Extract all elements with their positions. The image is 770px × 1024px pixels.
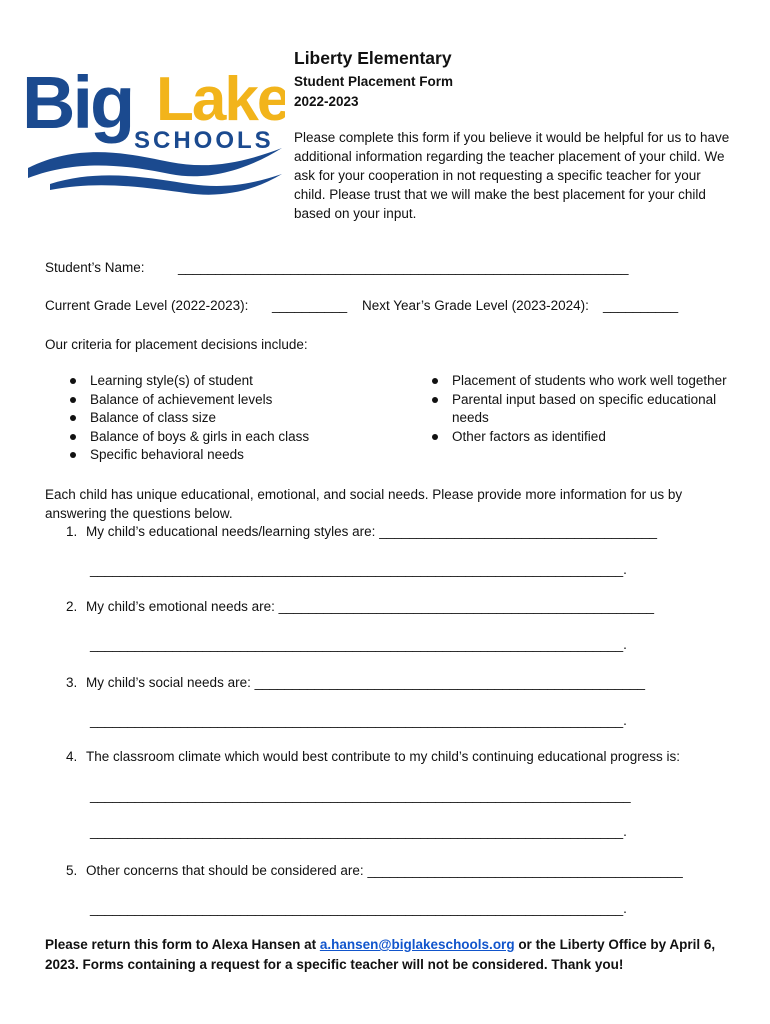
return-instructions: [45, 935, 735, 975]
logo-word-schools: SCHOOLS: [134, 127, 274, 154]
question-number: 1.: [66, 524, 78, 539]
criteria-item: Specific behavioral needs: [66, 446, 386, 465]
form-title: Student Placement Form: [294, 74, 454, 89]
criteria-item: Other factors as identified: [428, 428, 738, 447]
criteria-list-right: [428, 372, 738, 446]
criteria-item: Balance of boys & girls in each class: [66, 428, 386, 447]
criteria-item: Balance of class size: [66, 409, 386, 428]
question-text: My child’s social needs are:: [86, 675, 251, 690]
logo-word-big: Big: [22, 61, 133, 144]
question-text: My child’s educational needs/learning styles are:: [86, 524, 376, 539]
answer-line[interactable]: _______________________________________________________________________.: [90, 824, 627, 839]
contact-email-link[interactable]: a.hansen@biglakeschools.org: [319, 937, 515, 952]
criteria-item: Parental input based on specific educational needs: [428, 391, 738, 428]
criteria-item: Placement of students who work well together: [428, 372, 738, 391]
question-5: [66, 863, 683, 878]
answer-line[interactable]: ________________________________________________________________________: [90, 788, 631, 803]
next-grade-label: Next Year’s Grade Level (2023-2024):: [362, 298, 589, 313]
school-title: Liberty Elementary: [294, 48, 452, 68]
logo-graphic: [20, 50, 285, 200]
question-number: 3.: [66, 675, 78, 690]
questions-intro: Each child has unique educational, emotional, and social needs. Please provide more information for us by answering the questions below.: [45, 487, 683, 521]
student-name-field[interactable]: ____________________________________________________________: [178, 260, 629, 275]
answer-line[interactable]: _____________________________________: [379, 524, 657, 539]
answer-line[interactable]: __________________________________________: [367, 863, 683, 878]
logo-word-lake: Lake: [156, 65, 285, 134]
answer-line[interactable]: _______________________________________________________________________.: [90, 713, 627, 728]
answer-line[interactable]: __________________________________________________: [278, 599, 655, 614]
answer-line[interactable]: _______________________________________________________________________.: [90, 901, 627, 916]
question-3: [66, 675, 645, 690]
criteria-item: Learning style(s) of student: [66, 372, 386, 391]
logo-wave-bottom: [50, 174, 282, 195]
footer-text-after: or the Liberty Office by April 6, 2023. Forms containing a request for a specific teacher will not be considered. Thank you!: [45, 937, 716, 972]
question-number: 4.: [66, 749, 78, 764]
answer-line[interactable]: _______________________________________________________________________.: [90, 637, 627, 652]
current-grade-field[interactable]: __________: [272, 298, 348, 313]
question-text: The classroom climate which would best contribute to my child’s continuing educational progress is:: [86, 749, 681, 764]
question-4: [66, 749, 680, 764]
question-number: 2.: [66, 599, 78, 614]
question-1: [66, 524, 657, 539]
footer-text-before: Please return this form to Alexa Hansen at: [45, 937, 320, 952]
answer-line[interactable]: _______________________________________________________________________.: [90, 562, 627, 577]
question-2: [66, 599, 654, 614]
intro-paragraph: Please complete this form if you believe it would be helpful for us to have additional information regarding the teacher placement of your child. We ask for your cooperation in not requesting a specific teacher for your child. Please trust that we will make the best placement for your child based on your input.: [294, 130, 730, 221]
question-number: 5.: [66, 863, 78, 878]
next-grade-field[interactable]: __________: [603, 298, 679, 313]
form-year: 2022-2023: [294, 94, 359, 109]
current-grade-label: Current Grade Level (2022-2023):: [45, 298, 249, 313]
student-name-label: Student’s Name:: [45, 260, 145, 275]
criteria-list-left: [66, 372, 386, 465]
question-text: My child’s emotional needs are:: [86, 599, 275, 614]
criteria-item: Balance of achievement levels: [66, 391, 386, 410]
big-lake-schools-logo: [20, 50, 285, 200]
answer-line[interactable]: ____________________________________________________: [254, 675, 646, 690]
criteria-heading: Our criteria for placement decisions include:: [45, 337, 308, 352]
question-text: Other concerns that should be considered are:: [86, 863, 364, 878]
